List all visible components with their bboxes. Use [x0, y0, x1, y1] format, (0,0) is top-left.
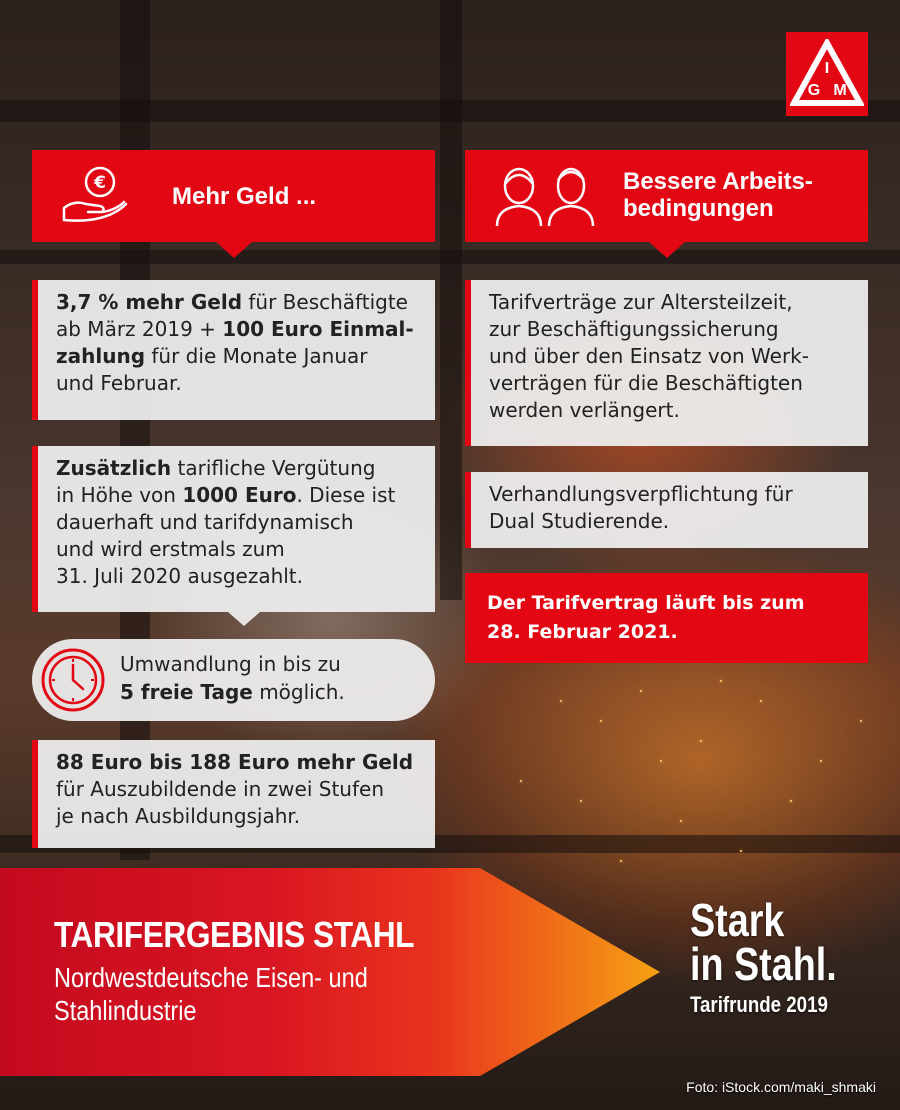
- rcard2-line2: Dual Studierende.: [489, 509, 670, 533]
- laufzeit-line2: 28. Februar 2021.: [487, 621, 678, 643]
- svg-text:I: I: [824, 60, 830, 77]
- card-laufzeit: [465, 573, 868, 663]
- freie-tage-text: [120, 650, 345, 706]
- card-mehr-geld: [32, 280, 435, 420]
- rcard1-line1: Tarifverträge zur Altersteilzeit,: [489, 290, 793, 314]
- card1-line2-bold: 100 Euro Einmal-: [222, 317, 414, 341]
- card4-line2: für Auszubildende in zwei Stufen: [56, 777, 384, 801]
- arbeitsbedingungen-title-line1: Bessere Arbeits-: [623, 168, 813, 195]
- card-freie-tage: [32, 639, 435, 721]
- card4-line3: je nach Ausbildungsjahr.: [56, 804, 301, 828]
- card2-line2-bold: 1000 Euro: [182, 483, 297, 507]
- card2-line2-start: in Höhe von: [56, 483, 183, 507]
- card2-line4: und wird erstmals zum: [56, 537, 285, 561]
- svg-text:M: M: [833, 82, 847, 99]
- card1-line3-bold: zahlung: [56, 344, 146, 368]
- card2-line1-bold: Zusätzlich: [56, 456, 172, 480]
- pill-line1: Umwandlung in bis zu: [120, 652, 341, 676]
- svg-text:G: G: [807, 82, 821, 99]
- card2-line5: 31. Juli 2020 ausgezahlt.: [56, 564, 304, 588]
- card-tarifvertraege: [465, 280, 868, 446]
- rcard2-line1: Verhandlungsverpflichtung für: [489, 482, 793, 506]
- rcard1-line4: verträgen für die Beschäftigten: [489, 371, 803, 395]
- people-icon: [489, 164, 601, 228]
- rcard1-line5: werden verlängert.: [489, 398, 680, 422]
- card-auszubildende: [32, 740, 435, 848]
- slogan-line3: Tarifrunde 2019: [690, 992, 828, 1017]
- banner-subtitle: [54, 961, 457, 1027]
- pill-line2-bold: 5 freie Tage: [120, 680, 253, 704]
- banner-subtitle-line1: Nordwestdeutsche Eisen- und: [54, 962, 368, 993]
- arbeitsbedingungen-header: [465, 150, 868, 242]
- mehr-geld-header: [32, 150, 435, 242]
- card2-line3: dauerhaft und tarifdynamisch: [56, 510, 354, 534]
- rcard1-line3: und über den Einsatz von Werk-: [489, 344, 809, 368]
- arbeitsbedingungen-title: [623, 168, 813, 222]
- euro-hand-icon: [60, 164, 130, 226]
- pill-line2-rest: möglich.: [252, 680, 345, 704]
- svg-text:€: €: [94, 173, 106, 193]
- laufzeit-line1: Der Tarifvertrag läuft bis zum: [487, 592, 805, 614]
- card1-line4: und Februar.: [56, 371, 182, 395]
- card1-line2-start: ab März 2019 +: [56, 317, 223, 341]
- photo-credit: Foto: iStock.com/maki_shmaki: [686, 1079, 876, 1095]
- card1-line3-rest: für die Monate Januar: [145, 344, 368, 368]
- banner-title: TARIFERGEBNIS STAHL: [54, 914, 415, 955]
- campaign-slogan: [690, 894, 869, 1020]
- slogan-line1: Stark: [690, 894, 785, 946]
- igm-logo-mark: [790, 39, 864, 109]
- rcard1-line2: zur Beschäftigungssicherung: [489, 317, 779, 341]
- card2-line1-rest: tarifliche Vergütung: [171, 456, 376, 480]
- card4-line1-bold: 88 Euro bis 188 Euro mehr Geld: [56, 750, 414, 774]
- card-zusaetzlich: [32, 446, 435, 612]
- clock-icon: [40, 647, 106, 713]
- card1-line1-bold: 3,7 % mehr Geld: [56, 290, 243, 314]
- arbeitsbedingungen-title-line2: bedingungen: [623, 195, 774, 222]
- igm-logo: [786, 32, 868, 116]
- card1-line1-rest: für Beschäftigte: [242, 290, 408, 314]
- banner-subtitle-line2: Stahlindustrie: [54, 995, 197, 1026]
- mehr-geld-title: Mehr Geld ...: [172, 183, 317, 210]
- card2-line2-rest: . Diese ist: [296, 483, 396, 507]
- slogan-line2: in Stahl.: [690, 938, 837, 990]
- card-dual-studierende: [465, 472, 868, 548]
